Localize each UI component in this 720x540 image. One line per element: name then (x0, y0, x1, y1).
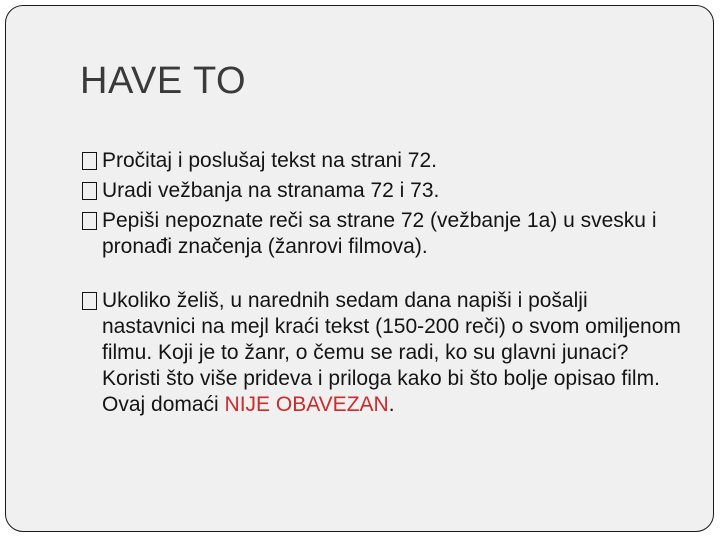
bullet-item-3 (82, 208, 682, 260)
bullet-text: Ukoliko želiš, u narednih sedam dana napiši i pošalji nastavnici na mejl kraći tekst (150-200 reči) o svom omiljenom filmu. Koji je to žanr, o čemu se radi, ko su glavni junaci? Koristi što više prideva i priloga kako bi što bolje opisao film. Ovaj domaći (102, 289, 681, 416)
bullet-item-2 (82, 178, 682, 204)
not-mandatory-highlight: NIJE OBAVEZAN (224, 393, 389, 416)
bullet-text-end: . (388, 393, 395, 416)
bullet-text: Uradi vežbanja na stranama 72 i 73. (102, 179, 440, 202)
box-bullet-icon (82, 292, 97, 310)
bullet-item-4 (82, 288, 682, 418)
box-bullet-icon (82, 212, 97, 230)
box-bullet-icon (82, 152, 97, 170)
slide-title: HAVE TO (80, 60, 247, 102)
bullet-text: Pepiši nepoznate reči sa strane 72 (vežbanje 1a) u svesku i pronađi značenja (žanrovi filmova). (102, 209, 657, 258)
box-bullet-icon (82, 182, 97, 200)
bullet-text: Pročitaj i poslušaj tekst na strani 72. (102, 149, 437, 172)
bullet-list (82, 148, 682, 422)
bullet-item-1 (82, 148, 682, 174)
